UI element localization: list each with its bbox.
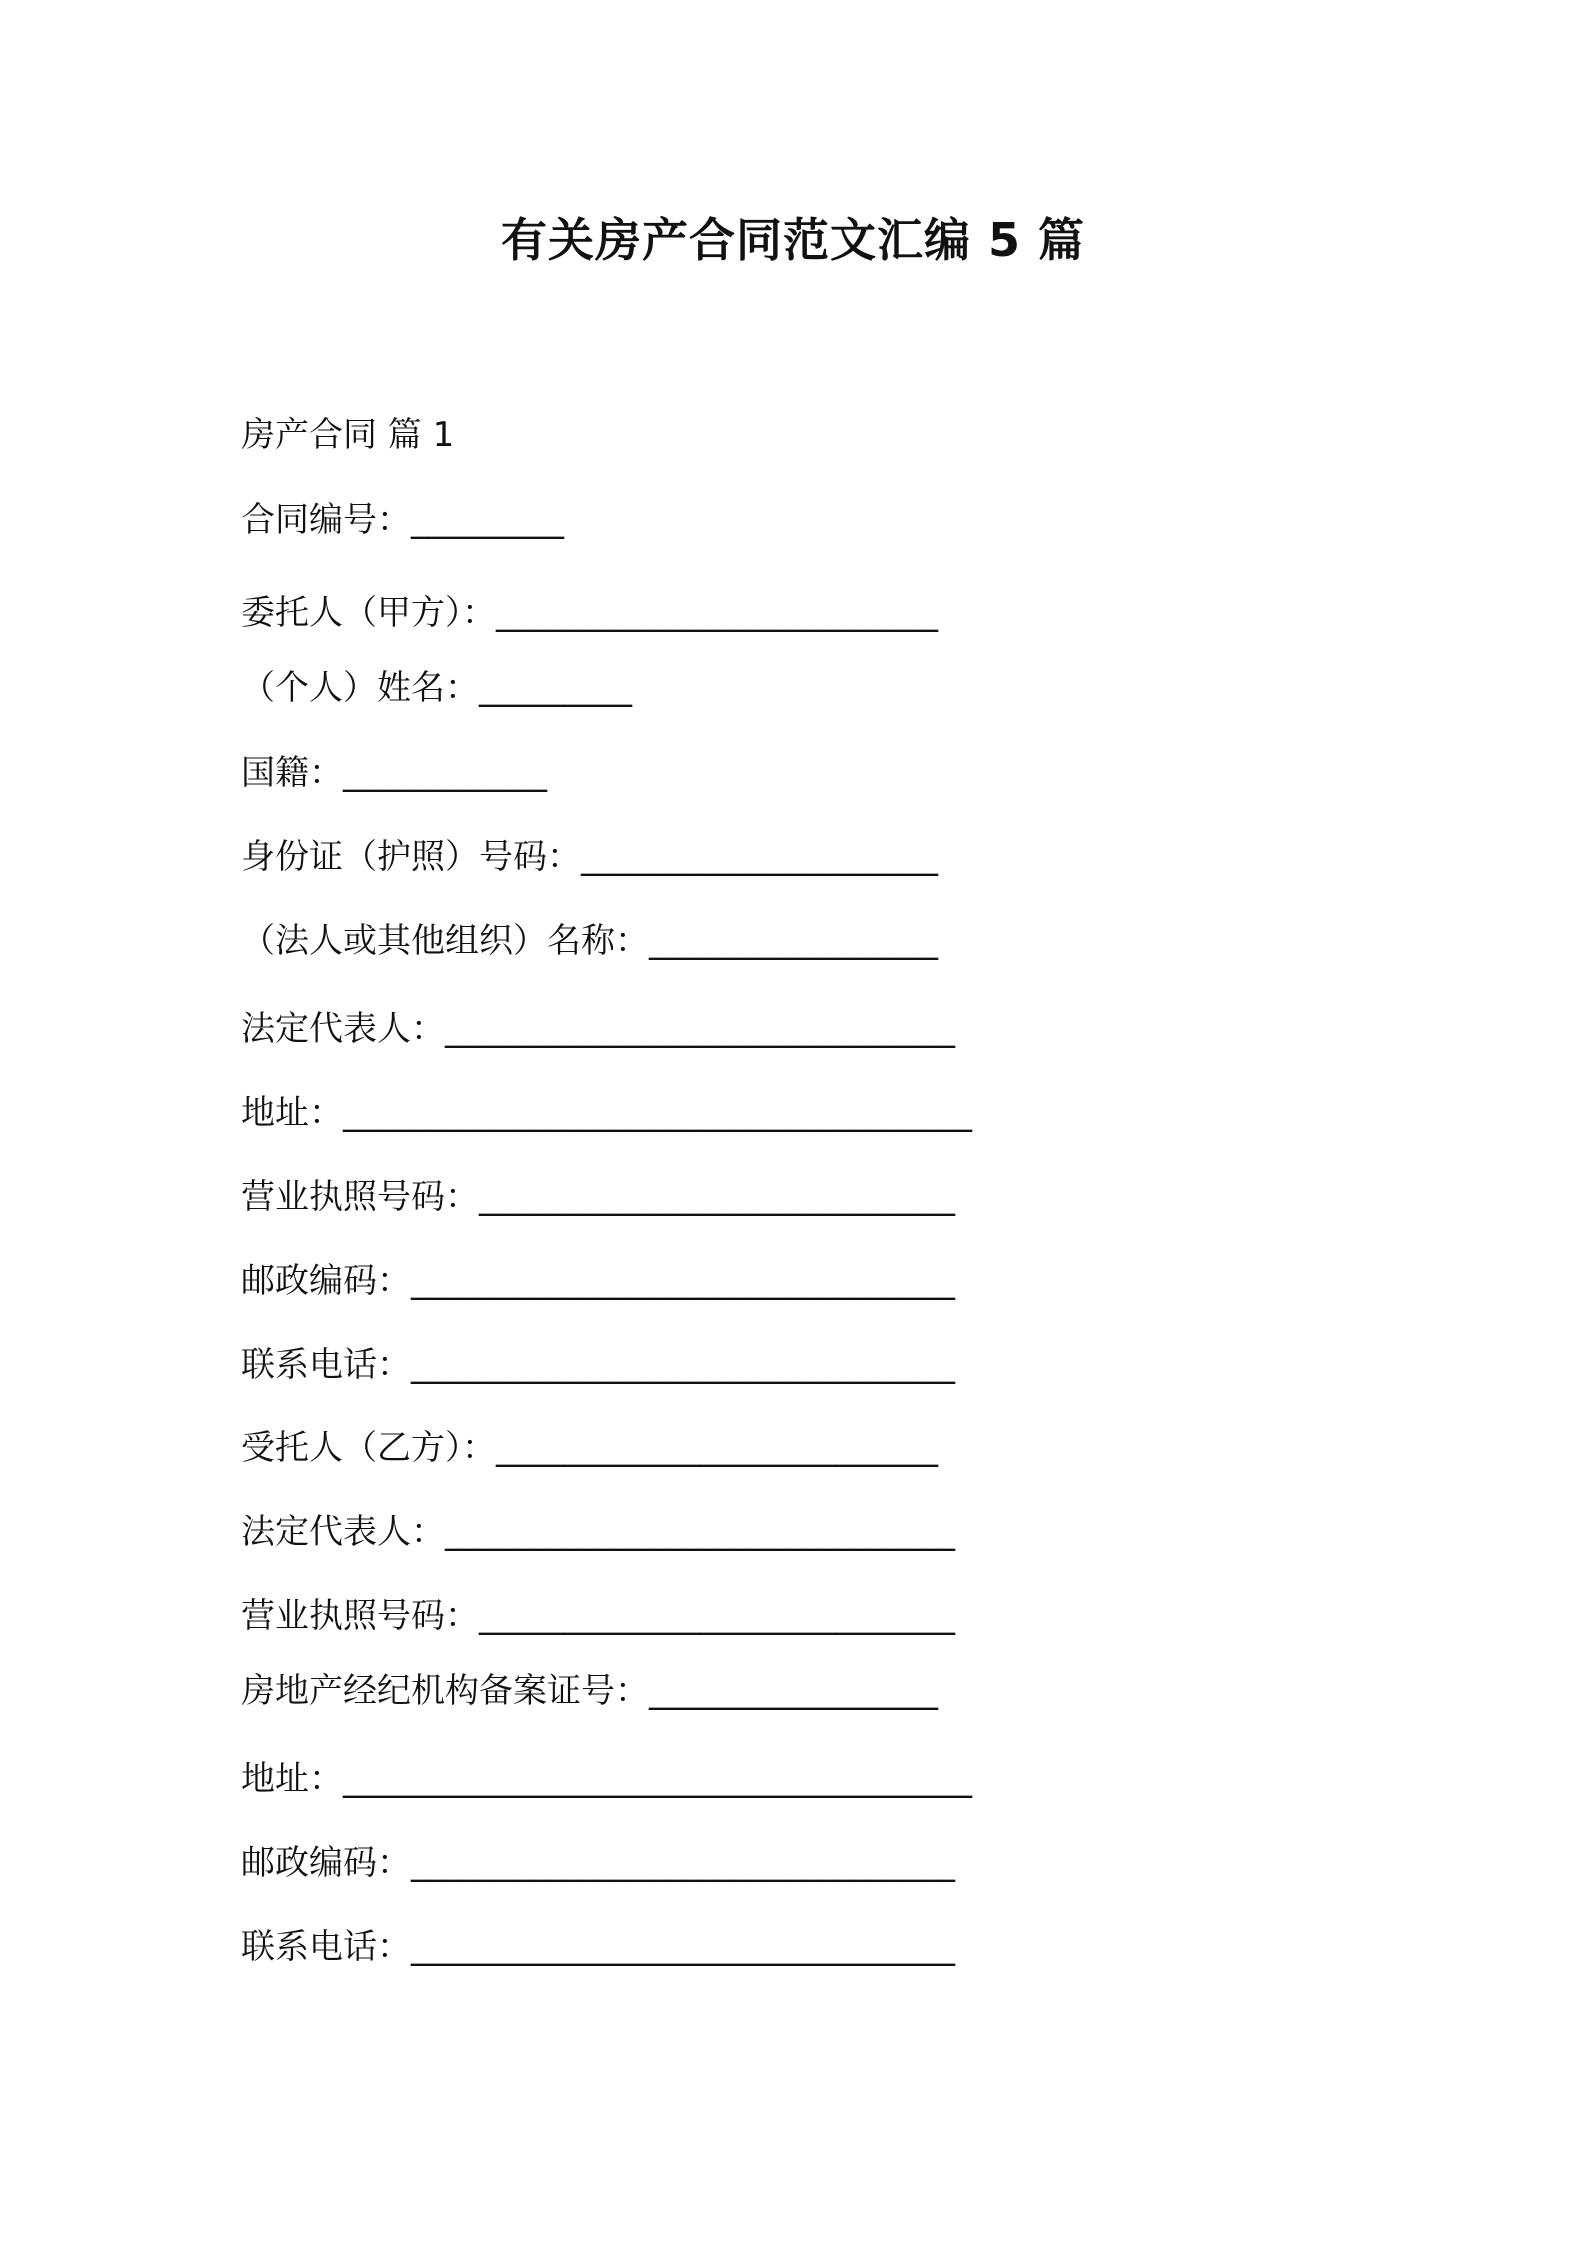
field-address-a <box>241 1090 972 1136</box>
field-label: 邮政编码： <box>241 1261 411 1301</box>
field-blank: ______________________________ <box>445 1009 955 1049</box>
field-blank: _____________________________________ <box>343 1093 972 1133</box>
field-label: 联系电话： <box>241 1345 411 1385</box>
field-legal-representative-b <box>241 1509 955 1555</box>
section-heading: 房产合同 篇 1 <box>241 415 455 455</box>
field-individual-name <box>241 665 632 711</box>
field-postal-code-b <box>241 1840 955 1886</box>
field-business-license-a <box>241 1174 955 1220</box>
field-label: 合同编号： <box>241 500 411 540</box>
field-blank: ____________________________ <box>479 1596 955 1636</box>
field-blank: __________________________ <box>496 1428 938 1468</box>
field-phone-b <box>241 1924 955 1970</box>
field-blank: ____________________________ <box>479 1177 955 1217</box>
field-contract-number <box>241 497 564 543</box>
field-label: 地址： <box>241 1093 343 1133</box>
field-blank: ________________________________ <box>411 1345 955 1385</box>
field-blank: ______________________________ <box>445 1512 955 1552</box>
field-blank: ________________________________ <box>411 1261 955 1301</box>
field-label: 国籍： <box>241 753 343 793</box>
field-blank: _________ <box>479 668 632 708</box>
document-title: 有关房产合同范文汇编 5 篇 <box>500 213 1086 267</box>
field-blank: _________________ <box>649 921 938 961</box>
field-legal-representative-a <box>241 1006 955 1052</box>
field-label: 委托人（甲方）： <box>241 593 496 633</box>
field-label: 邮政编码： <box>241 1843 411 1883</box>
field-label: 身份证（护照）号码： <box>241 837 581 877</box>
field-blank: _________ <box>411 500 564 540</box>
field-label: 受托人（乙方）： <box>241 1428 496 1468</box>
field-label: 联系电话： <box>241 1927 411 1967</box>
field-blank: ________________________________ <box>411 1843 955 1883</box>
field-postal-code-a <box>241 1258 955 1304</box>
field-blank: ________________________________ <box>411 1927 955 1967</box>
field-label: 营业执照号码： <box>241 1177 479 1217</box>
field-blank: _________________ <box>649 1671 938 1711</box>
field-label: 营业执照号码： <box>241 1596 479 1636</box>
field-organization-name <box>241 918 938 964</box>
field-phone-a <box>241 1342 955 1388</box>
field-business-license-b <box>241 1593 955 1639</box>
field-label: 房地产经纪机构备案证号： <box>241 1671 649 1711</box>
field-label: 法定代表人： <box>241 1512 445 1552</box>
field-principal-party-a <box>241 590 938 636</box>
field-label: （法人或其他组织）名称： <box>241 921 649 961</box>
field-label: （个人）姓名： <box>241 668 479 708</box>
field-address-b <box>241 1756 972 1802</box>
field-blank: __________________________ <box>496 593 938 633</box>
field-nationality <box>241 750 547 796</box>
field-id-passport-number <box>241 834 938 880</box>
field-blank: ____________ <box>343 753 547 793</box>
field-agency-registration-number <box>241 1668 938 1714</box>
field-agent-party-b <box>241 1425 938 1471</box>
field-blank: _____________________________________ <box>343 1759 972 1799</box>
field-label: 法定代表人： <box>241 1009 445 1049</box>
field-blank: _____________________ <box>581 837 938 877</box>
field-label: 地址： <box>241 1759 343 1799</box>
